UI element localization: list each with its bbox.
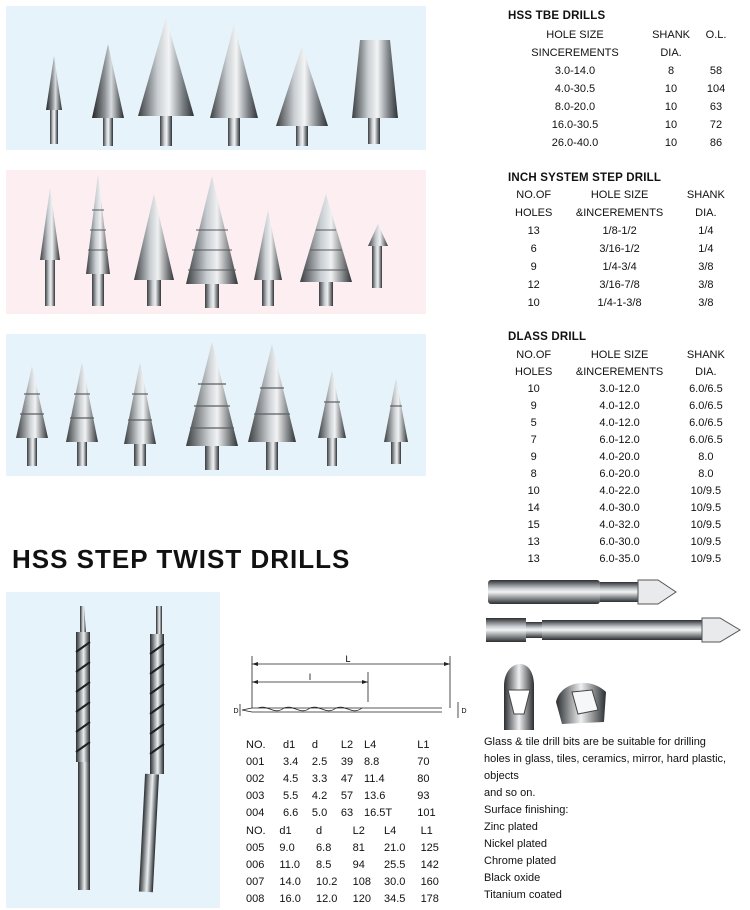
inch-step-drills-illustration	[6, 170, 426, 314]
table-cell: 008	[246, 892, 265, 905]
table-cell: 10/9.5	[690, 535, 722, 548]
table-row	[508, 550, 732, 567]
table-cell: 47	[340, 772, 354, 785]
header-cell: NO.OF	[516, 189, 552, 201]
table-cell: 6.8	[316, 841, 332, 854]
table-cell: 94	[352, 858, 365, 871]
table-cell: 16.0	[279, 892, 301, 905]
table-cell: 142	[420, 858, 439, 871]
table-row	[246, 890, 452, 907]
table-row	[246, 804, 452, 821]
header-cell: SHANK	[686, 189, 725, 201]
header-cell: O.L.	[705, 29, 727, 41]
table-cell: 25.5	[383, 858, 406, 871]
table-header-row	[508, 204, 732, 222]
header-cell: DIA.	[695, 207, 717, 219]
table-cell: 10	[664, 119, 678, 131]
glass-drill-illustration	[482, 572, 744, 660]
table-cell: 86	[709, 137, 723, 149]
table-cell: 4.0-12.0	[599, 416, 640, 429]
table-row	[508, 240, 732, 258]
header-cell: HOLE SIZE	[590, 348, 649, 361]
table-cell: 10/9.5	[690, 552, 722, 565]
text-line: Surface finishing:	[484, 804, 569, 816]
table-cell: 93	[417, 789, 430, 802]
table-cell: 8.0	[698, 467, 714, 480]
tbe-drills-photo	[6, 6, 426, 150]
table-cell: 3.0-14.0	[554, 65, 596, 77]
table-cell: 5	[530, 416, 537, 429]
hss-tbe-title: HSS TBE DRILLS	[508, 10, 606, 22]
diameter-left-label: D	[233, 708, 239, 715]
table-cell: 6.0/6.5	[689, 416, 723, 429]
text-line: Nickel plated	[484, 838, 547, 850]
table-row	[246, 839, 452, 856]
step-twist-drills-illustration	[6, 592, 220, 908]
table-cell: 3/16-7/8	[599, 279, 640, 291]
table-row	[508, 380, 732, 397]
header-cell: HOLES	[515, 207, 553, 219]
table-row	[508, 499, 732, 516]
table-cell: 15	[527, 518, 540, 531]
table-cell: 3.4	[283, 755, 299, 768]
table-cell: 6.0-30.0	[599, 535, 640, 548]
table-cell: 13	[527, 552, 540, 565]
header-cell: d1	[279, 824, 292, 837]
table-cell: 001	[246, 755, 265, 768]
table-cell: 3/8	[698, 297, 714, 309]
table-cell: 7	[530, 433, 537, 446]
table-cell: 8.0	[698, 450, 714, 463]
glass-drill-photo	[482, 572, 744, 660]
step-twist-drills-photo	[6, 592, 220, 908]
table-cell: 21.0	[383, 841, 406, 854]
step-twist-title: HSS STEP TWIST DRILLS	[12, 544, 351, 574]
table-cell: 12	[527, 279, 540, 291]
table-row	[508, 465, 732, 482]
table-cell: 58	[709, 65, 723, 77]
table-row	[246, 770, 452, 787]
hss-tbe-table	[508, 26, 732, 152]
table-row	[508, 397, 732, 414]
table-cell: 4.0-12.0	[599, 399, 640, 412]
table-cell: 108	[352, 875, 371, 888]
glass-drill-tip-illustration	[494, 662, 614, 732]
table-cell: 13	[527, 225, 540, 237]
header-cell: NO.	[246, 738, 266, 751]
inch-step-title: INCH SYSTEM STEP DRILL	[508, 172, 662, 184]
table-cell: 10	[527, 382, 540, 395]
table-cell: 125	[420, 841, 439, 854]
length-L-label: L	[345, 654, 351, 664]
step-twist-drawing	[228, 650, 468, 726]
table-cell: 6.0-20.0	[599, 467, 640, 480]
table-cell: 12.0	[316, 892, 338, 905]
table-cell: 4.5	[283, 772, 299, 785]
table-cell: 1/4-1-3/8	[597, 297, 642, 309]
table-cell: 14.0	[279, 875, 301, 888]
dlass-drill-title: DLASS DRILL	[508, 331, 587, 343]
table-cell: 4.0-20.0	[599, 450, 640, 463]
step-twist-table-a	[246, 736, 452, 821]
table-header-row	[508, 26, 732, 44]
header-cell: DIA.	[660, 47, 682, 59]
table-cell: 6.0-12.0	[599, 433, 640, 446]
table-cell: 80	[417, 772, 430, 785]
table-cell: 004	[246, 806, 265, 819]
table-cell: 104	[706, 83, 726, 95]
table-cell: 3/8	[698, 279, 714, 291]
table-header-row	[508, 363, 732, 380]
header-cell: NO.	[246, 824, 266, 837]
table-cell: 39	[340, 755, 354, 768]
table-cell: 6.0/6.5	[689, 399, 723, 412]
table-cell: 70	[417, 755, 430, 768]
text-line: and so on.	[484, 787, 536, 799]
table-cell: 003	[246, 789, 265, 802]
table-cell: 11.0	[279, 858, 301, 871]
table-cell: 6.6	[283, 806, 299, 819]
table-row	[508, 448, 732, 465]
header-cell: NO.OF	[516, 348, 552, 361]
table-cell: 10	[664, 101, 678, 113]
table-row	[508, 533, 732, 550]
header-cell: HOLES	[515, 365, 553, 378]
header-cell: d	[311, 738, 319, 751]
table-cell: 5.0	[311, 806, 328, 819]
table-cell: 10/9.5	[690, 518, 722, 531]
table-cell: 13.6	[364, 789, 386, 802]
table-cell: 6	[530, 243, 537, 255]
inch-step-drills-photo	[6, 170, 426, 314]
table-cell: 10/9.5	[690, 501, 722, 514]
table-row	[508, 134, 732, 152]
table-row	[508, 62, 732, 80]
table-cell: 006	[246, 858, 265, 871]
table-cell: 3.0-12.0	[599, 382, 640, 395]
table-row	[246, 873, 452, 890]
table-row	[246, 856, 452, 873]
table-cell: 1/8-1/2	[602, 225, 637, 237]
table-cell: 1/4-3/4	[602, 261, 637, 273]
header-cell: &INCEREMENTS	[575, 365, 664, 378]
table-cell: 2.5	[311, 755, 328, 768]
text-line: holes in glass, tiles, ceramics, mirror, hard plastic,	[484, 753, 727, 765]
header-cell: SHANK	[686, 348, 725, 361]
tbe-drills-illustration	[6, 6, 426, 150]
table-header-row	[246, 822, 452, 839]
dimension-diagram	[228, 650, 468, 726]
text-line: objects	[484, 770, 519, 782]
header-cell: L2	[340, 738, 354, 751]
inch-step-table	[508, 186, 732, 312]
table-header-row	[508, 44, 732, 62]
table-cell: 10	[664, 137, 678, 149]
table-header-row	[508, 186, 732, 204]
header-cell: DIA.	[695, 365, 717, 378]
text-line: Chrome plated	[484, 855, 557, 867]
dlass-drills-illustration	[6, 334, 426, 476]
table-cell: 11.4	[364, 772, 385, 785]
table-cell: 6.0/6.5	[689, 433, 723, 446]
text-line: Glass & tile drill bits are be suitable for drilling	[484, 736, 706, 748]
table-cell: 72	[709, 119, 723, 131]
table-cell: 9	[530, 450, 537, 463]
header-cell	[700, 44, 732, 62]
table-row	[508, 294, 732, 312]
table-cell: 101	[417, 806, 436, 819]
table-cell: 007	[246, 875, 265, 888]
table-row	[246, 753, 452, 770]
length-l-label: l	[309, 672, 311, 682]
table-cell: 4.0-32.0	[599, 518, 640, 531]
header-cell: L1	[420, 824, 433, 837]
table-cell: 10/9.5	[690, 484, 722, 497]
header-cell: HOLE SIZE	[546, 29, 604, 41]
table-cell: 34.5	[383, 892, 406, 905]
table-cell: 120	[352, 892, 371, 905]
table-row	[508, 276, 732, 294]
dlass-drills-photo	[6, 334, 426, 476]
table-cell: 160	[420, 875, 439, 888]
table-cell: 10	[527, 297, 540, 309]
table-cell: 10.2	[316, 875, 338, 888]
table-row	[508, 116, 732, 134]
table-cell: 9	[530, 399, 537, 412]
header-cell: d1	[283, 738, 296, 751]
text-line: Zinc plated	[484, 821, 538, 833]
table-cell: 8	[530, 467, 537, 480]
table-cell: 16.5T	[364, 806, 393, 819]
diameter-right-label: D	[461, 708, 467, 715]
table-cell: 8.8	[364, 755, 380, 768]
table-cell: 57	[340, 789, 354, 802]
step-twist-table-b	[246, 822, 452, 907]
table-cell: 9	[530, 261, 537, 273]
table-cell: 5.5	[283, 789, 299, 802]
header-cell: SHANK	[652, 29, 690, 41]
table-cell: 63	[340, 806, 354, 819]
header-cell: SINCEREMENTS	[531, 47, 619, 59]
header-cell: L4	[383, 824, 397, 837]
table-cell: 6.0-35.0	[599, 552, 640, 565]
text-line: Black oxide	[484, 872, 541, 884]
table-cell: 8.0-20.0	[554, 101, 596, 113]
text-line: Titanium coated	[484, 889, 562, 901]
header-cell: HOLE SIZE	[590, 189, 649, 201]
table-cell: 005	[246, 841, 265, 854]
table-row	[508, 482, 732, 499]
glass-drill-tip-photo	[494, 662, 614, 732]
table-cell: 1/4	[698, 243, 714, 255]
table-row	[508, 414, 732, 431]
table-row	[246, 787, 452, 804]
table-cell: 4.0-30.0	[599, 501, 640, 514]
table-cell: 63	[709, 101, 723, 113]
table-cell: 178	[420, 892, 439, 905]
header-cell: &INCEREMENTS	[575, 207, 664, 219]
table-header-row	[246, 736, 452, 753]
table-cell: 4.0-22.0	[599, 484, 640, 497]
table-cell: 9.0	[279, 841, 295, 854]
table-cell: 30.0	[383, 875, 406, 888]
table-cell: 81	[352, 841, 365, 854]
table-cell: 8.5	[316, 858, 332, 871]
table-cell: 10	[527, 484, 540, 497]
table-cell: 8	[667, 65, 675, 77]
table-cell: 16.0-30.5	[551, 119, 599, 131]
table-row	[508, 80, 732, 98]
table-row	[508, 431, 732, 448]
table-cell: 10	[664, 83, 678, 95]
table-cell: 13	[527, 535, 540, 548]
table-cell: 6.0/6.5	[689, 382, 723, 395]
header-cell: L2	[352, 824, 365, 837]
table-cell: 4.2	[311, 789, 328, 802]
table-cell: 3.3	[311, 772, 328, 785]
table-cell: 3/16-1/2	[599, 243, 640, 255]
table-cell: 4.0-30.5	[554, 83, 596, 95]
glass-drill-description	[484, 734, 744, 904]
header-cell: L1	[417, 738, 430, 751]
dlass-drill-table	[508, 346, 732, 567]
table-header-row	[508, 346, 732, 363]
table-row	[508, 516, 732, 533]
table-row	[508, 98, 732, 116]
header-cell: L4	[364, 738, 377, 751]
table-cell: 1/4	[698, 225, 714, 237]
table-row	[508, 258, 732, 276]
table-row	[508, 222, 732, 240]
table-cell: 14	[527, 501, 540, 514]
table-cell: 26.0-40.0	[551, 137, 599, 149]
table-cell: 3/8	[698, 261, 714, 273]
header-cell: d	[316, 824, 323, 837]
table-cell: 002	[246, 772, 265, 785]
